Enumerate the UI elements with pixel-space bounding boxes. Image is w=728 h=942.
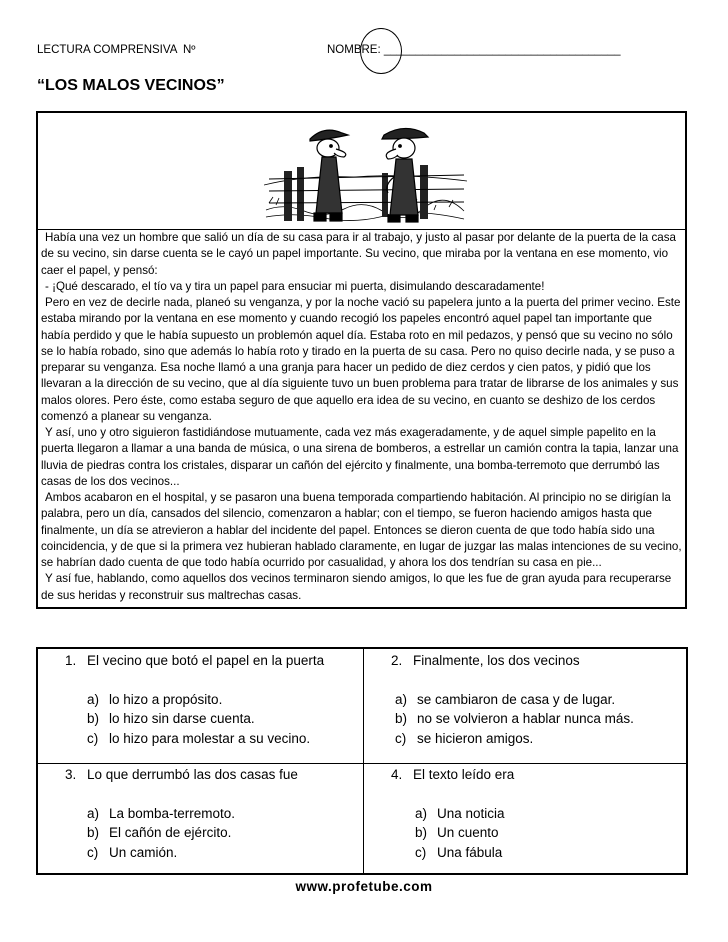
question-4-option-b[interactable]: b) Un cuento <box>415 825 499 840</box>
question-2-option-c[interactable]: c) se hicieron amigos. <box>395 730 534 746</box>
question-3-option-b[interactable]: b) El cañón de ejército. <box>87 825 232 840</box>
question-4-option-c[interactable]: c) Una fábula <box>415 844 503 860</box>
question-2-option-b[interactable]: b) no se volvieron a hablar nunca más. <box>395 711 634 726</box>
header-numero-label: Nº <box>183 44 196 56</box>
header-nombre[interactable]: NOMBRE: _____________________________________ <box>327 44 621 56</box>
story-paragraph-3: Pero en vez de decirle nada, planeó su venganza, y por la noche vació su papelera junto a la puerta del primer vecino. Este estaba mirando por la ventana en ese momento y cuando recogió los papeles encontró aquel papel tan importante que había perdido y que le había supuesto un problemón aquel día. Estaba roto en mil pedazos, y pensó que su vecino no sólo se lo había robado, sino que además lo había roto y tirado en la puerta de su casa. Pero no quiso decirle nada, y se puso a preparar su venganza. Esa noche llamó a una granja para hacer un pedido de diez cerdos y cien patos, y pidió que los llevaran a la dirección de su vecino, que al día siguiente tuvo un buen problema para tratar de librarse de los animales y sus malos olores. Pero éste, como estaba seguro de que aquello era idea de su vecino, en cuanto se deshizo de los cerdos comenzó a planear su venganza. <box>41 296 681 423</box>
questions-table <box>36 647 688 875</box>
question-1-number: 1. <box>65 653 77 668</box>
footer-url[interactable]: www.profetube.com <box>295 879 433 894</box>
question-4-number: 4. <box>391 767 403 782</box>
story-box <box>36 111 687 609</box>
question-3-option-a[interactable]: a) La bomba-terremoto. <box>87 805 236 821</box>
question-4-text: El texto leído era <box>413 767 515 782</box>
story-paragraph-4: Y así, uno y otro siguieron fastidiándose mutuamente, cada vez más exageradamente, y de aquel simple papelito en la puerta llegaron a llamar a una banda de música, o una sirena de bomberos, a estrellar un camión contra la tapia, lanzar una lluvia de piedras contra los cristales, disparar un cañón del ejército y finalmente, una bomba-terremoto que derrumbó las casas de los dos vecinos... <box>41 426 679 488</box>
table-divider-vertical <box>363 649 364 873</box>
story-paragraph-2: - ¡Qué descarado, el tío va y tira un papel para ensuciar mi puerta, disimulando descaradamente! <box>45 279 545 293</box>
story-paragraph-1: Había una vez un hombre que salió un día de su casa para ir al trabajo, y justo al pasar por delante de la puerta de la casa de su vecino, sin darse cuenta se le cayó un papel importante. Su vecino, que miraba por la ventana en ese momento, vio caer el papel, y pensó: <box>41 231 676 277</box>
story-paragraph-6: Y así fue, hablando, como aquellos dos vecinos terminaron siendo amigos, lo que les fue de gran ayuda para recuperarse de sus heridas y reconstruir sus maltrechas casas. <box>41 572 672 602</box>
question-2-option-a[interactable]: a) se cambiaron de casa y de lugar. <box>395 691 616 707</box>
question-3-option-c[interactable]: c) Un camión. <box>87 844 178 860</box>
question-1-option-c[interactable]: c) lo hizo para molestar a su vecino. <box>87 730 311 746</box>
question-1-option-a[interactable]: a) lo hizo a propósito. <box>87 691 223 707</box>
header-numero <box>183 44 196 56</box>
question-1-option-b[interactable]: b) lo hizo sin darse cuenta. <box>87 711 255 726</box>
header-lectura: LECTURA COMPRENSIVA <box>37 44 178 56</box>
question-2-text: Finalmente, los dos vecinos <box>413 653 580 668</box>
question-1-text: El vecino que botó el papel en la puerta <box>87 653 325 668</box>
table-divider-horizontal <box>38 763 686 764</box>
question-3-text: Lo que derrumbó las dos casas fue <box>87 767 298 782</box>
story-text <box>41 230 682 604</box>
header <box>37 42 677 62</box>
neighbors-illustration <box>264 115 467 226</box>
question-3-number: 3. <box>65 767 77 782</box>
question-1 <box>65 651 324 748</box>
page-title: “LOS MALOS VECINOS” <box>37 77 225 94</box>
question-4-option-a[interactable]: a) Una noticia <box>415 805 505 821</box>
question-2-number: 2. <box>391 653 403 668</box>
story-paragraph-5: Ambos acabaron en el hospital, y se pasaron una buena temporada compartiendo habitación. Al principio no se dirigían la palabra, pero un día, cansados del silencio, comenzaron a hablar; con el tiempo, se fueron haciendo amigos hasta que finalmente, un día se atrevieron a hablar del incidente del papel. Entonces se dieron cuenta de que todo había sido una coincidencia, y de que si la primera vez hubieran hablado claramente, en lugar de juzgar las malas intenciones de su vecino, se habrían dado cuenta de que todo había ocurrido por casualidad, y ahora los dos tendrían su casa en pie... <box>41 491 682 569</box>
illustration-row <box>38 113 685 230</box>
question-3 <box>65 765 298 862</box>
question-2 <box>391 651 634 748</box>
question-4 <box>391 765 514 862</box>
